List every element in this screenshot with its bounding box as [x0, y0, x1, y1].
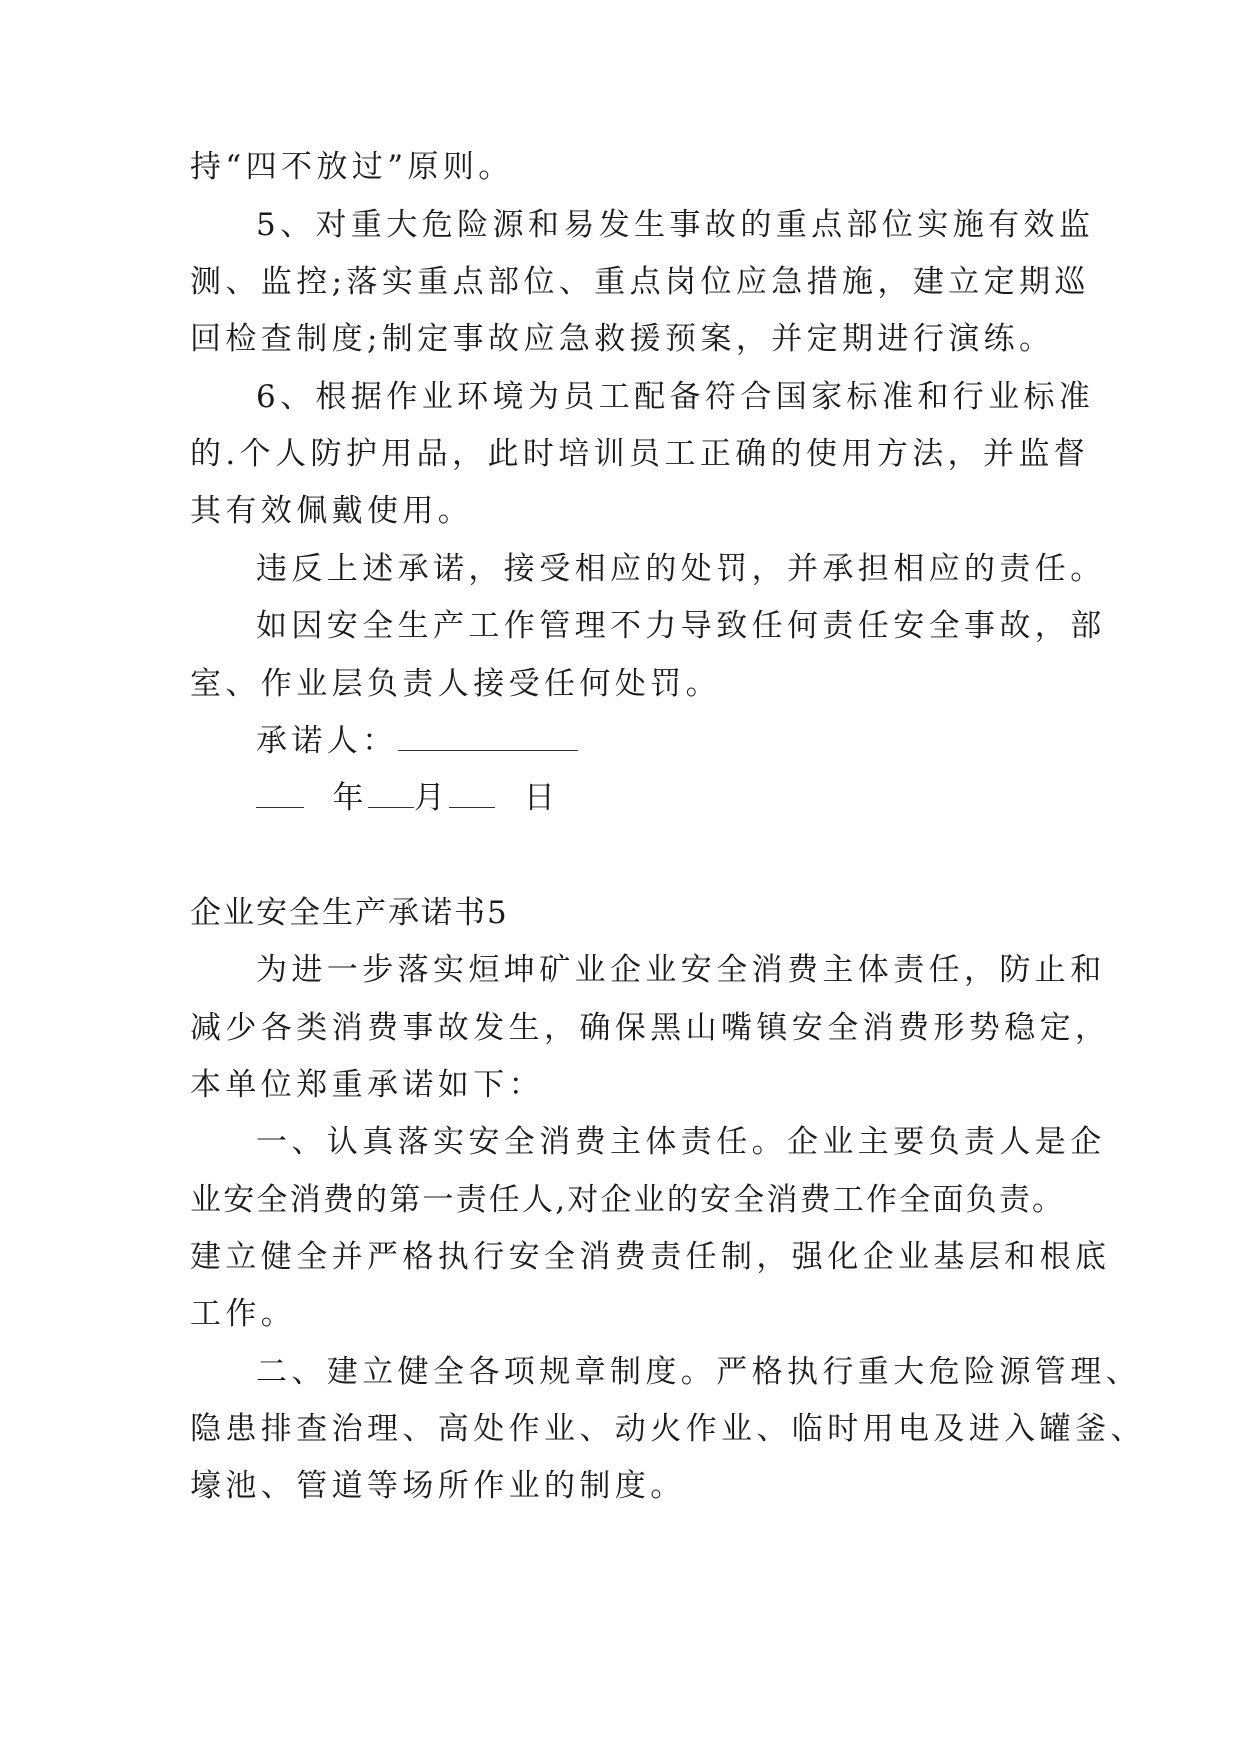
- para3-line-1: 6、根据作业环境为员工配备符合国家标准和行业标准: [256, 379, 1095, 415]
- section-title: 企业安全生产承诺书5: [190, 895, 509, 931]
- para7-line-1: 一、认真落实安全消费主体责任。企业主要负责人是企: [256, 1124, 1106, 1160]
- para4-line-1: 违反上述承诺，接受相应的处罚，并承担相应的责任。: [256, 551, 1106, 587]
- para7-line-2: 业安全消费的第一责任人,对企业的安全消费工作全面负责。: [190, 1182, 1066, 1218]
- day-blank: [449, 781, 495, 808]
- para5-line-1: 如因安全生产工作管理不力导致任何责任安全事故，部: [256, 608, 1106, 644]
- para1-line-1: 持“四不放过”原则。: [190, 149, 514, 185]
- para7-line-4: 工作。: [190, 1296, 297, 1332]
- para7-line-3: 建立健全并严格执行安全消费责任制，强化企业基层和根底: [190, 1239, 1111, 1275]
- para3-line-2: 的.个人防护用品，此时培训员工正确的使用方法，并监督: [190, 436, 1090, 472]
- para8-line-3: 壕池、管道等场所作业的制度。: [190, 1468, 686, 1504]
- para6-line-1: 为进一步落实烜坤矿业企业安全消费主体责任，防止和: [256, 952, 1106, 988]
- para3-line-3: 其有效佩戴使用。: [190, 493, 474, 529]
- year-label: 年: [332, 780, 368, 816]
- para8-line-1: 二、建立健全各项规章制度。严格执行重大危险源管理、: [256, 1354, 1141, 1390]
- para6-line-3: 本单位郑重承诺如下：: [190, 1067, 544, 1103]
- month-blank: [368, 781, 414, 808]
- para2-line-3: 回检查制度;制定事故应急救援预案，并定期进行演练。: [190, 321, 1055, 357]
- month-label: 月: [413, 780, 450, 816]
- date-line: [256, 778, 1076, 818]
- para8-line-2: 隐患排查治理、高处作业、动火作业、临时用电及进入罐釜、: [190, 1411, 1146, 1447]
- para6-line-2: 减少各类消费事故发生，确保黑山嘴镇安全消费形势稳定，: [190, 1010, 1111, 1046]
- signature-line: [256, 721, 1076, 761]
- signature-blank: [398, 724, 578, 751]
- para2-line-1: 5、对重大危险源和易发生事故的重点部位实施有效监: [256, 207, 1095, 243]
- signature-label: 承诺人：: [256, 723, 398, 759]
- year-blank: [256, 781, 304, 808]
- para5-line-2: 室、作业层负责人接受任何处罚。: [190, 666, 721, 702]
- para2-line-2: 测、监控;落实重点部位、重点岗位应急措施，建立定期巡: [190, 264, 1090, 300]
- day-label: 日: [523, 780, 560, 816]
